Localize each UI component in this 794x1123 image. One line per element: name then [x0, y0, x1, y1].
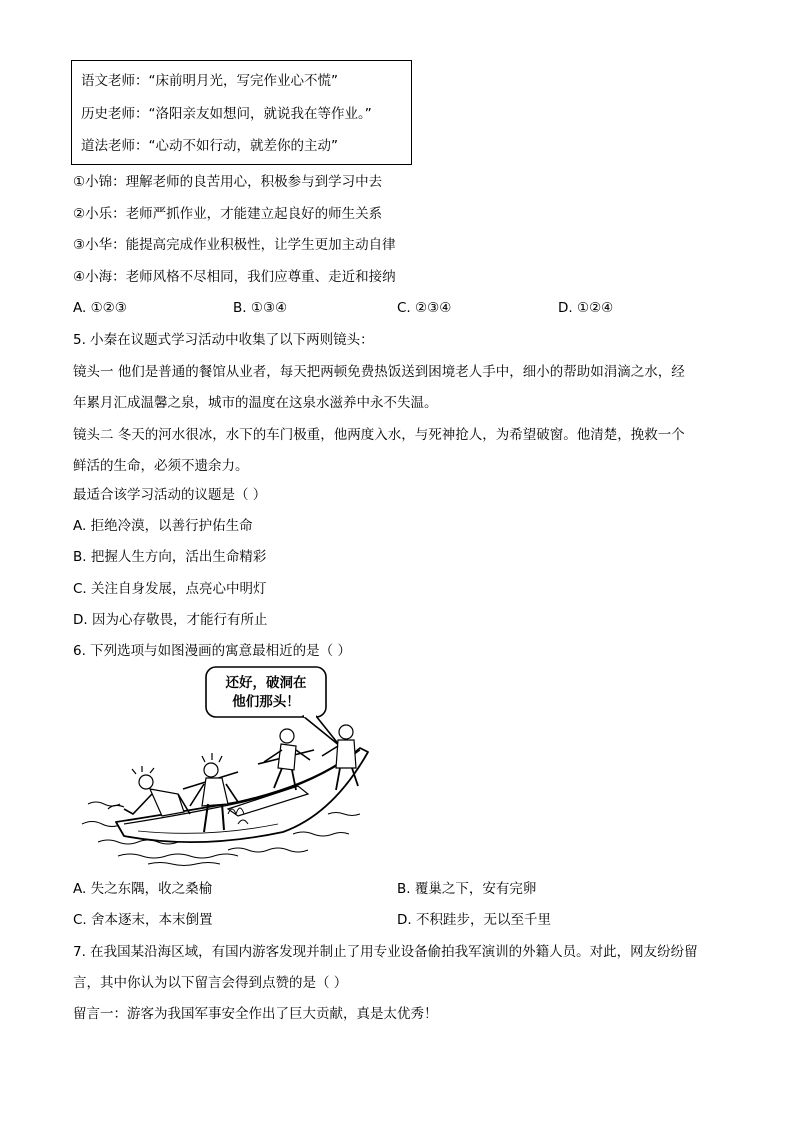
q7-stem-line2: 言，其中你认为以下留言会得到点赞的是（ ）: [73, 975, 348, 991]
quote-chinese-teacher: 语文老师：“床前明月光，写完作业心不慌”: [81, 73, 338, 89]
q5-scene1-line1: 镜头一 他们是普通的餐馆从业者，每天把两顿免费热饭送到困境老人手中，细小的帮助如涓滴之水，经: [73, 364, 685, 380]
q4-option-c: C. ②③④: [397, 300, 452, 316]
q6-stem: 6. 下列选项与如图漫画的寓意最相近的是（ ）: [73, 643, 351, 659]
sinking-boat-cartoon: [78, 664, 378, 870]
q5-scene1-line2: 年累月汇成温馨之泉，城市的温度在这泉水滋养中永不失温。: [73, 395, 438, 411]
q6-option-b: B. 覆巢之下，安有完卵: [397, 881, 537, 897]
q6-option-d: D. 不积跬步，无以至千里: [397, 912, 551, 928]
bubble-line-2: 他们那头！: [232, 694, 300, 710]
q6-option-a: A. 失之东隅，收之桑榆: [73, 881, 213, 897]
q4-option-b: B. ①③④: [233, 300, 288, 316]
q7-stem-line1: 7. 在我国某沿海区域，有国内游客发现并制止了用专业设备偷拍我军演训的外籍人员。对此，网友纷纷留: [73, 944, 698, 960]
quote-history-teacher: 历史老师：“洛阳亲友如想问，就说我在等作业。”: [81, 106, 372, 122]
q5-scene2-line2: 鲜活的生命，必须不遗余力。: [73, 458, 249, 474]
q4-statement-1: ①小锦：理解老师的良苦用心，积极参与到学习中去: [73, 174, 383, 190]
q5-option-b: B. 把握人生方向，活出生命精彩: [73, 549, 267, 565]
quote-morality-teacher: 道法老师：“心动不如行动，就差你的主动”: [81, 138, 338, 154]
speech-bubble: [206, 667, 340, 746]
q4-statement-4: ④小海：老师风格不尽相同，我们应尊重、走近和接纳: [73, 269, 396, 285]
man-bailing-left: [108, 766, 190, 816]
q5-option-c: C. 关注自身发展，点亮心中明灯: [73, 581, 267, 597]
bubble-line-1: 还好，破洞在: [225, 675, 307, 691]
q5-stem: 5. 小秦在议题式学习活动中收集了以下两则镜头：: [73, 332, 374, 348]
q5-option-d: D. 因为心存敬畏，才能行有所止: [73, 612, 268, 628]
q5-scene2-line1: 镜头二 冬天的河水很冰，水下的车门极重，他两度入水，与死神抢人，为希望破窗。他清楚，挽救一个: [73, 427, 685, 443]
q5-question: 最适合该学习活动的议题是（ ）: [73, 487, 267, 503]
q5-option-a: A. 拒绝冷漠，以善行护佑生命: [73, 518, 253, 534]
q4-option-a: A. ①②③: [73, 300, 127, 316]
q7-comment-1: 留言一：游客为我国军事安全作出了巨大贡献，真是太优秀！: [73, 1006, 438, 1022]
teacher-quotes-box: [71, 60, 412, 165]
q4-option-d: D. ①②④: [558, 300, 614, 316]
q4-statement-2: ②小乐：老师严抓作业，才能建立起良好的师生关系: [73, 206, 383, 222]
q6-option-c: C. 舍本逐末，本末倒置: [73, 912, 213, 928]
q4-statement-3: ③小华：能提高完成作业积极性，让学生更加主动自律: [73, 237, 396, 253]
